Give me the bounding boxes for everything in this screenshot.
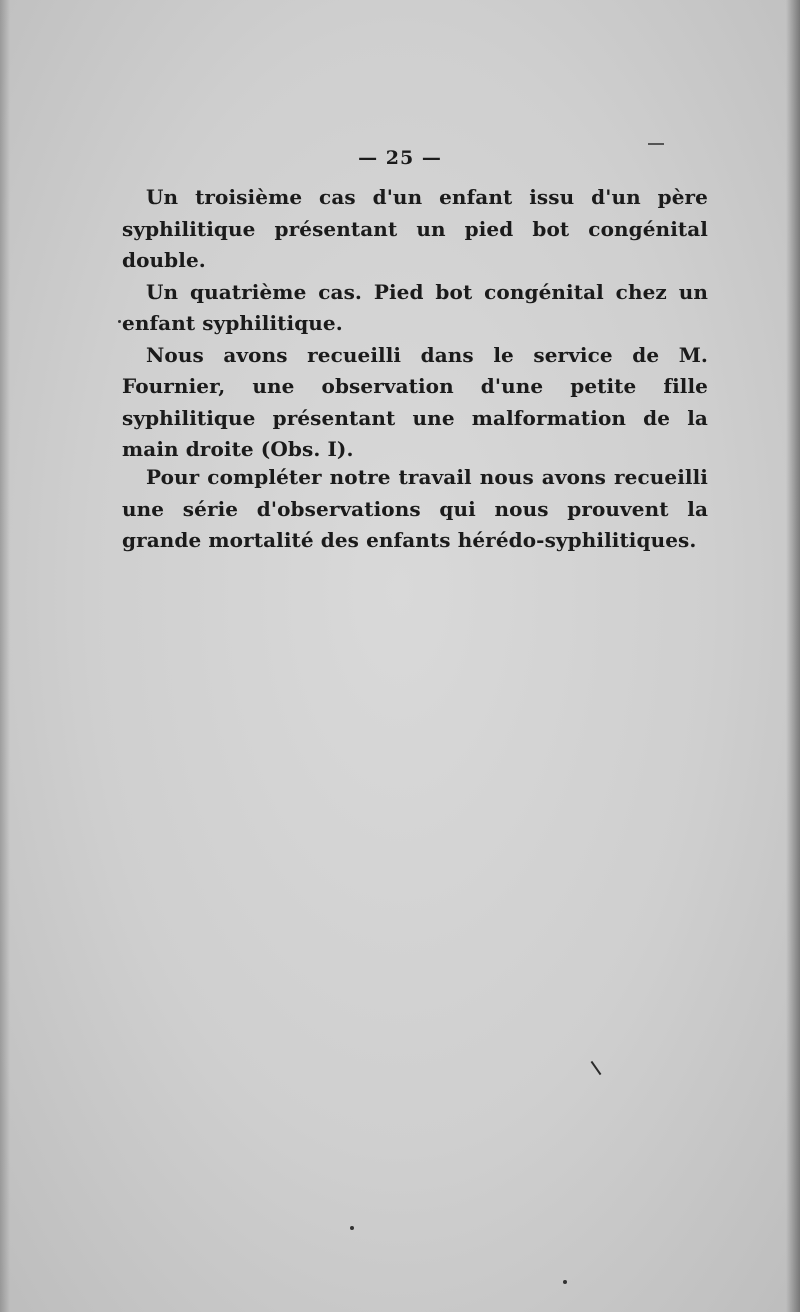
paragraph: Nous avons recueilli dans le service de M. Fournier, une observation d'une petite fille syphilitique présentant une malformation de la main droite (Obs. I). — [122, 342, 708, 461]
page-edge-shadow-right — [786, 0, 800, 1312]
page-number: — 25 — — [358, 147, 442, 169]
paragraph: Un troisième cas d'un enfant issu d'un père syphilitique présentant un pied bot congénital double. — [122, 185, 708, 272]
ink-speck — [350, 1226, 354, 1230]
ink-speck — [563, 1280, 567, 1284]
text-block-bottom — [122, 462, 708, 557]
ink-mark — [648, 143, 664, 145]
ink-mark — [591, 1061, 602, 1075]
page-edge-shadow-left — [0, 0, 10, 1312]
text-block-top — [122, 182, 708, 466]
ink-speck — [118, 320, 121, 323]
paragraph: Pour compléter notre travail nous avons recueilli une série d'observations qui nous prouvent la grande mortalité des enfants hérédo-syphilitiques. — [122, 465, 708, 552]
paragraph: Un quatrième cas. Pied bot congénital chez un enfant syphilitique. — [122, 279, 708, 335]
